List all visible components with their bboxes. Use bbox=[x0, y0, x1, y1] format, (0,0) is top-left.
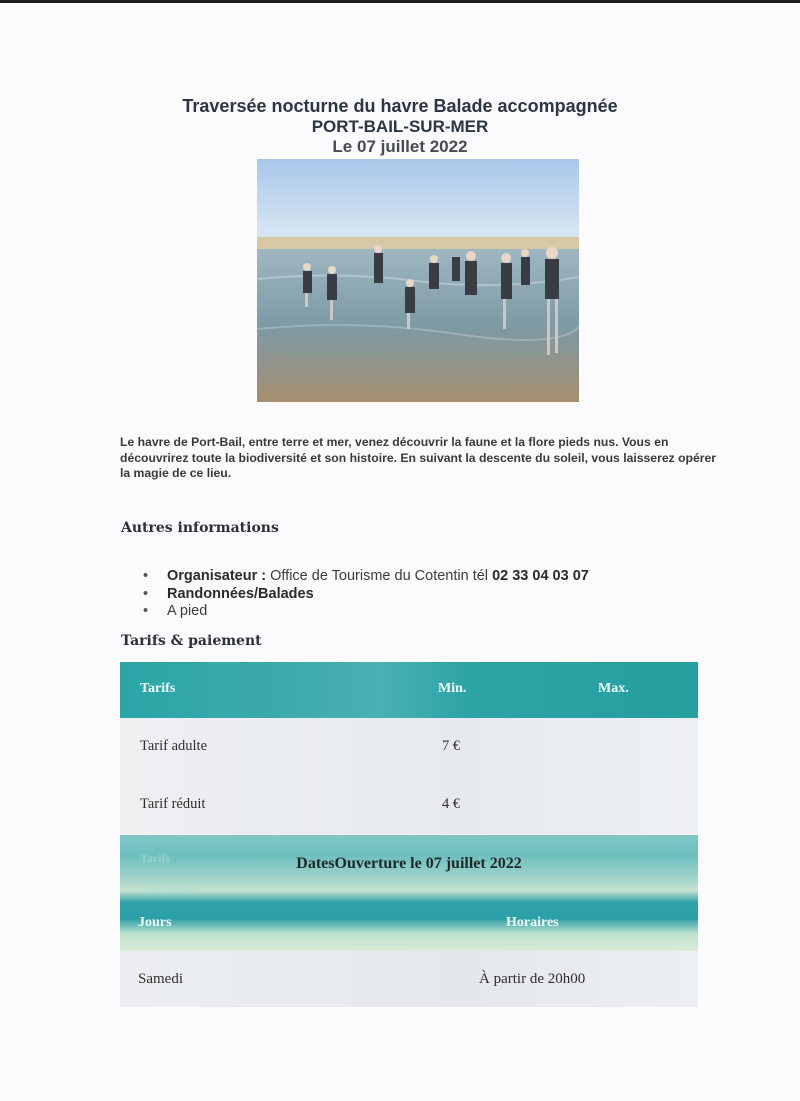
event-location: PORT-BAIL-SUR-MER bbox=[311, 117, 489, 136]
event-title: Traversée nocturne du havre Balade accompagnée bbox=[182, 96, 618, 116]
organizer-phone: 02 33 04 03 07 bbox=[492, 568, 589, 584]
bullet-icon: • bbox=[143, 585, 149, 602]
list-item-organizer bbox=[143, 568, 589, 586]
tarif-label: Tarif adulte bbox=[140, 738, 208, 754]
section-title-tarifs: Tarifs & paiement bbox=[121, 633, 262, 649]
ghost-row-text: Tarif réduit bbox=[140, 883, 200, 897]
column-header-jours: Jours bbox=[138, 915, 172, 930]
event-description: Le havre de Port-Bail, entre terre et mer, venez découvrir la faune et la flore pieds nus. Vous en découvrirez toute la biodiversité et son histoire. En suivant la descente du soleil, vous laisserez opérer la magie de ce lieu. bbox=[120, 435, 717, 480]
column-header-tarifs: Tarifs bbox=[140, 681, 176, 696]
event-photo bbox=[257, 159, 579, 402]
tarifs-table-header bbox=[120, 662, 698, 718]
bullet-icon: • bbox=[143, 568, 149, 584]
dates-title: DatesOuverture le 07 juillet 2022 bbox=[296, 855, 522, 872]
event-date: Le 07 juillet 2022 bbox=[332, 137, 468, 156]
list-item-category bbox=[143, 586, 589, 604]
bullet-icon: • bbox=[143, 603, 149, 619]
scan-top-edge bbox=[0, 0, 800, 3]
column-header-horaires: Horaires bbox=[506, 915, 559, 930]
section-title-autres-informations: Autres informations bbox=[121, 520, 279, 536]
list-item-mode bbox=[143, 603, 589, 621]
column-header-max: Max. bbox=[598, 681, 629, 696]
table-row bbox=[120, 718, 698, 776]
organizer-text: Office de Tourisme du Cotentin tél bbox=[270, 568, 489, 584]
mode-text: A pied bbox=[167, 603, 208, 619]
category-text: Randonnées/Balades bbox=[167, 585, 314, 602]
tarifs-table bbox=[120, 662, 698, 834]
info-list bbox=[143, 568, 589, 621]
schedule-hours: À partir de 20h00 bbox=[479, 971, 586, 987]
table-row bbox=[120, 951, 698, 1007]
tarif-min: 7 € bbox=[442, 738, 461, 754]
page-header bbox=[0, 96, 800, 157]
ghost-header-text: Tarifs bbox=[140, 851, 171, 865]
beach-walk-image bbox=[257, 159, 579, 402]
tarif-label: Tarif réduit bbox=[140, 796, 206, 812]
tarif-min: 4 € bbox=[442, 796, 461, 812]
dates-table-header bbox=[120, 835, 698, 951]
organizer-label: Organisateur : bbox=[167, 568, 267, 584]
table-row bbox=[120, 776, 698, 834]
schedule-day: Samedi bbox=[138, 971, 183, 987]
column-header-min: Min. bbox=[438, 681, 467, 696]
